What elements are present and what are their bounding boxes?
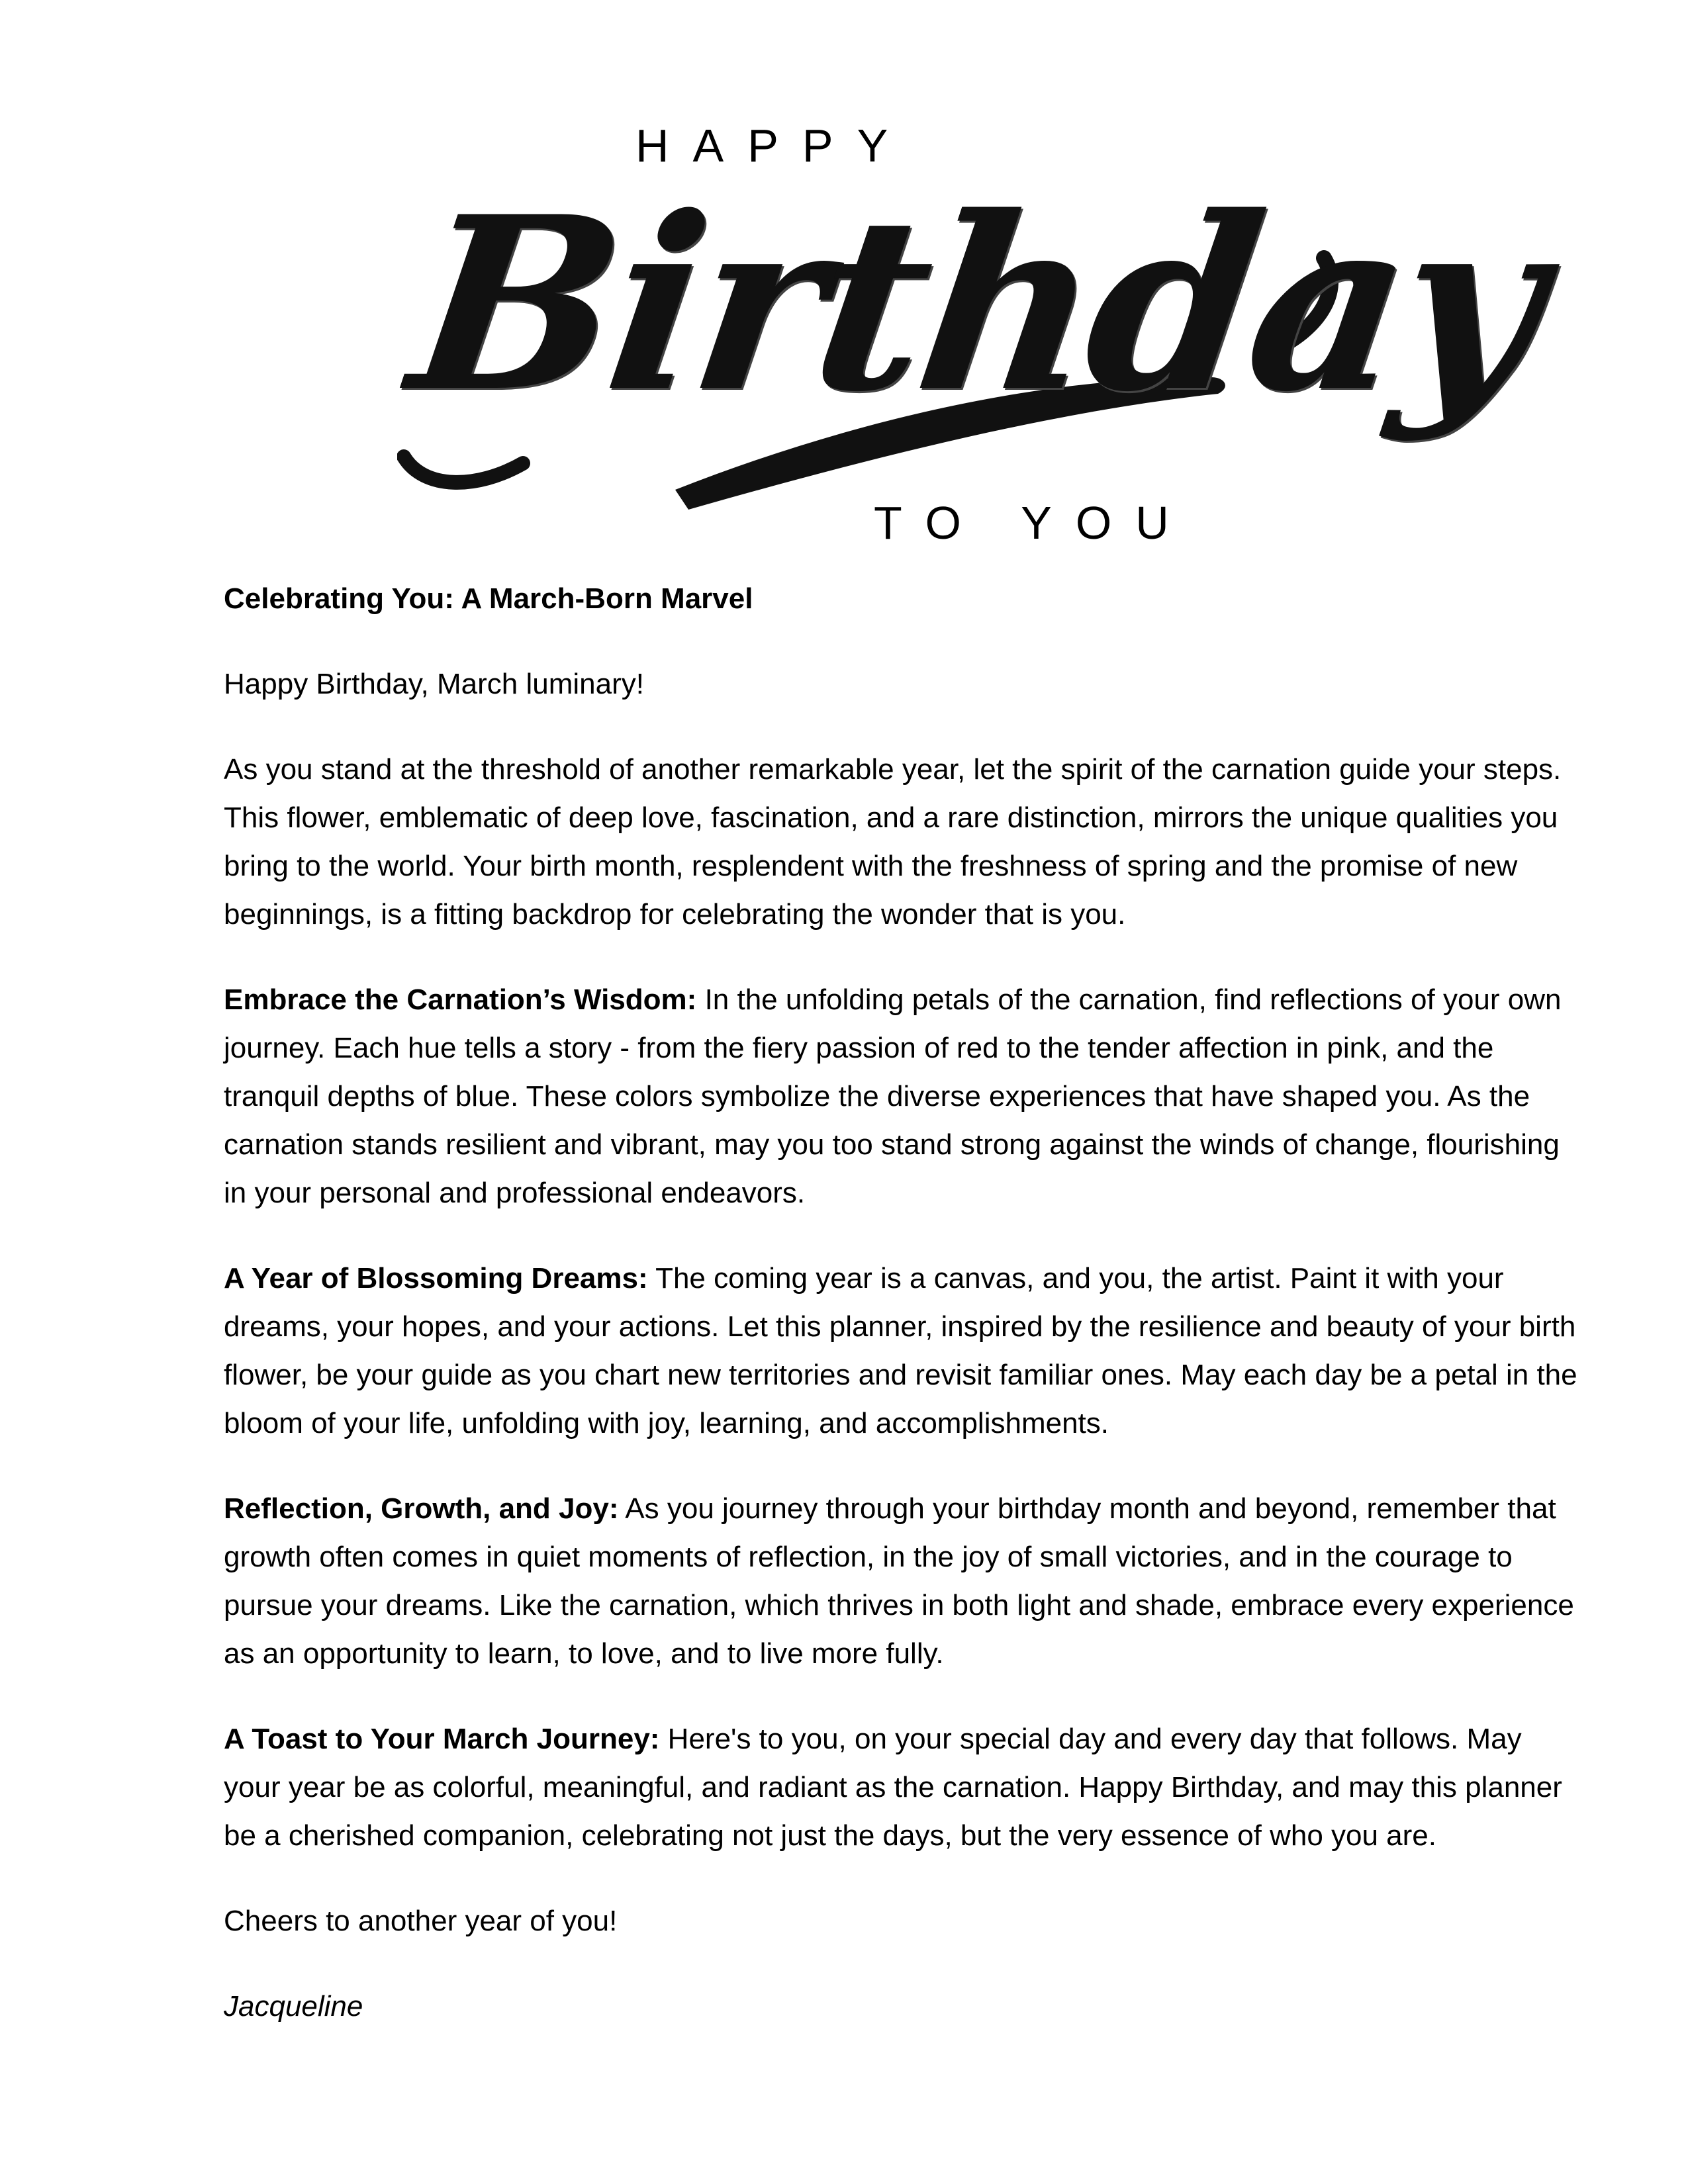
section-text: The coming year is a canvas, and you, the artist. Paint it with your dreams, your hopes, and your actions. Let this planner, inspired by the resilience and beauty of your birth flower, be your guide as you chart new territories and revisit familiar ones. May each day be a petal in the bloom of your life, unfolding with joy, learning, and accomplishments.	[224, 1262, 1577, 1439]
letter-title: Celebrating You: A March-Born Marvel	[224, 582, 753, 615]
section-text: Here's to you, on your special day and every day that follows. May your year be as colorful, meaningful, and radiant as the carnation. Happy Birthday, and may this planner be a cherished companion, celebrating not just the days, but the very essence of who you are.	[224, 1723, 1562, 1852]
section-heading: A Year of Blossoming Dreams:	[224, 1262, 648, 1295]
letter-signature: Jacqueline	[224, 1990, 363, 2023]
section-carnation-wisdom	[224, 976, 1581, 1217]
logo-to-you-text: TO YOU	[874, 497, 1193, 549]
letter-greeting: Happy Birthday, March luminary!	[224, 668, 644, 700]
section-heading: Reflection, Growth, and Joy:	[224, 1492, 619, 1525]
logo-happy-text: HAPPY	[635, 120, 912, 171]
section-heading: A Toast to Your March Journey:	[224, 1723, 660, 1755]
section-heading: Embrace the Carnation’s Wisdom:	[224, 983, 697, 1016]
section-text: As you journey through your birthday month and beyond, remember that growth often comes in quiet moments of reflection, in the joy of small victories, and in the courage to pursue your dreams. Like the carnation, which thrives in both light and shade, embrace every experience as an opportunity to learn, to love, and to live more fully.	[224, 1492, 1574, 1670]
logo-birthday-script: Birthday	[397, 164, 1555, 444]
letter-intro: As you stand at the threshold of another remarkable year, let the spirit of the carnation guide your steps. This flower, emblematic of deep love, fascination, and a rare distinction, mirrors the unique qualities you bring to the world. Your birth month, resplendent with the freshness of spring and the promise of new beginnings, is a fitting backdrop for celebrating the wonder that is you.	[224, 753, 1562, 931]
section-blossoming-dreams	[224, 1254, 1581, 1447]
section-toast	[224, 1715, 1581, 1860]
happy-birthday-logo	[371, 99, 1555, 576]
letter-closing: Cheers to another year of you!	[224, 1905, 618, 1937]
section-reflection-growth-joy	[224, 1484, 1581, 1678]
section-text: In the unfolding petals of the carnation, find reflections of your own journey. Each hue tells a story - from the fiery passion of red to the tender affection in pink, and the tranquil depths of blue. These colors symbolize the diverse experiences that have shaped you. As the carnation stands resilient and vibrant, may you too stand strong against the winds of change, flourishing in your personal and professional endeavors.	[224, 983, 1562, 1209]
letter-body	[224, 574, 1581, 2068]
